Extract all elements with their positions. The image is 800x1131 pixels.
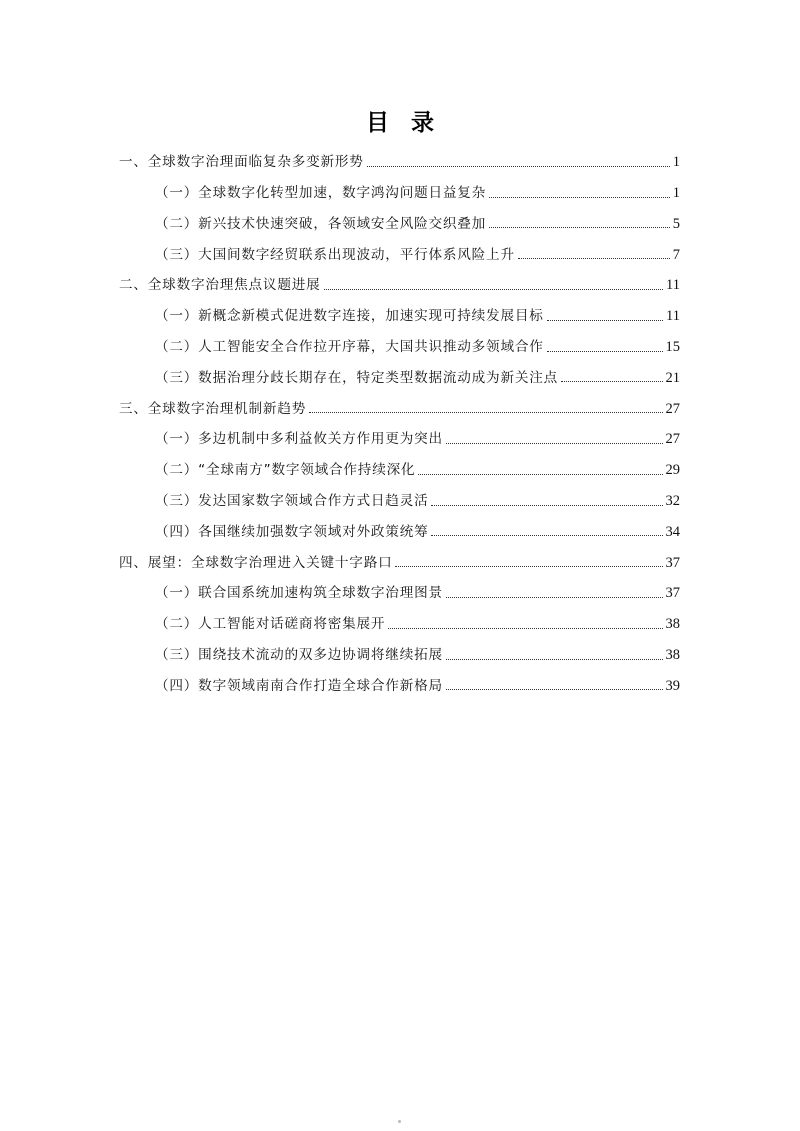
dot-leader — [395, 566, 662, 567]
toc-entry-label: （三）围绕技术流动的双多边协调将继续拓展 — [155, 646, 443, 663]
dot-leader — [547, 320, 663, 321]
toc-subsection-entry[interactable] — [119, 666, 680, 697]
toc-subsection-entry[interactable] — [119, 419, 680, 450]
toc-subsection-entry[interactable] — [119, 635, 680, 666]
toc-entry-label: （三）大国间数字经贸联系出现波动，平行体系风险上升 — [155, 246, 515, 263]
dot-leader — [418, 474, 662, 475]
toc-subsection-entry[interactable] — [119, 573, 680, 604]
table-of-contents — [119, 142, 680, 696]
toc-section-entry[interactable] — [119, 265, 680, 296]
toc-entry-label: （四）数字领域南南合作打造全球合作新格局 — [155, 677, 443, 694]
toc-page-number: 15 — [665, 339, 680, 356]
toc-entry-label: （四）各国继续加强数字领域对外政策统筹 — [155, 523, 429, 540]
toc-page-number: 1 — [672, 154, 680, 171]
toc-entry-label: （一）新概念新模式促进数字连接，加速实现可持续发展目标 — [155, 308, 544, 325]
dot-leader — [446, 659, 663, 660]
toc-page-number: 27 — [665, 431, 680, 448]
toc-subsection-entry[interactable] — [119, 450, 680, 481]
toc-entry-label: 一、全球数字治理面临复杂多变新形势 — [119, 154, 364, 171]
toc-page-number: 38 — [665, 616, 680, 633]
toc-subsection-entry[interactable] — [119, 234, 680, 265]
toc-section-entry[interactable] — [119, 542, 680, 573]
toc-entry-label: 四、展望：全球数字治理进入关键十字路口 — [119, 554, 393, 571]
toc-entry-label: （三）数据治理分歧长期存在，特定类型数据流动成为新关注点 — [155, 369, 559, 386]
toc-section-entry[interactable] — [119, 142, 680, 173]
toc-page-number: 5 — [672, 215, 680, 232]
dot-leader — [388, 628, 662, 629]
dot-leader — [431, 505, 662, 506]
dot-leader — [324, 289, 664, 290]
dot-leader — [446, 597, 663, 598]
toc-page-number: 34 — [665, 523, 680, 540]
toc-subsection-entry[interactable] — [119, 481, 680, 512]
toc-subsection-entry[interactable] — [119, 604, 680, 635]
toc-page-number: 32 — [665, 493, 680, 510]
toc-entry-label: （一）多边机制中多利益攸关方作用更为突出 — [155, 431, 443, 448]
toc-page-number: 21 — [665, 369, 680, 386]
footer-mark — [398, 1120, 401, 1123]
toc-page-number: 37 — [665, 554, 680, 571]
dot-leader — [489, 227, 670, 228]
dot-leader — [446, 689, 663, 690]
toc-entry-label: （二）“全球南方”数字领域合作持续深化 — [155, 462, 416, 479]
dot-leader — [309, 412, 662, 413]
toc-page-number: 1 — [672, 185, 680, 202]
toc-entry-label: （一）联合国系统加速构筑全球数字治理图景 — [155, 585, 443, 602]
toc-page-number: 11 — [666, 277, 680, 294]
dot-leader — [518, 258, 670, 259]
toc-page-number: 38 — [665, 647, 680, 664]
toc-entry-label: 二、全球数字治理焦点议题进展 — [119, 277, 321, 294]
toc-entry-label: （一）全球数字化转型加速，数字鸿沟问题日益复杂 — [155, 185, 487, 201]
dot-leader — [561, 381, 662, 382]
toc-title: 目录 — [366, 110, 456, 136]
toc-page-number: 29 — [665, 462, 680, 479]
toc-subsection-entry[interactable] — [119, 327, 680, 358]
toc-subsection-entry[interactable] — [119, 512, 680, 543]
toc-page-number: 11 — [666, 308, 680, 325]
dot-leader — [489, 197, 670, 198]
dot-leader — [547, 351, 663, 352]
dot-leader — [446, 443, 663, 444]
toc-entry-label: （二）人工智能对话磋商将密集展开 — [155, 616, 386, 633]
toc-section-entry[interactable] — [119, 388, 680, 419]
dot-leader — [367, 166, 670, 167]
toc-subsection-entry[interactable] — [119, 173, 680, 204]
toc-page-number: 7 — [672, 246, 680, 263]
toc-subsection-entry[interactable] — [119, 204, 680, 235]
toc-page-number: 37 — [665, 585, 680, 602]
toc-subsection-entry[interactable] — [119, 358, 680, 389]
toc-entry-label: （三）发达国家数字领域合作方式日趋灵活 — [155, 492, 429, 509]
toc-entry-label: （二）新兴技术快速突破，各领域安全风险交织叠加 — [155, 215, 487, 232]
toc-page-number: 39 — [665, 677, 680, 694]
dot-leader — [431, 535, 662, 536]
toc-entry-label: 三、全球数字治理机制新趋势 — [119, 400, 307, 417]
toc-page-number: 27 — [665, 400, 680, 417]
toc-entry-label: （二）人工智能安全合作拉开序幕，大国共识推动多领域合作 — [155, 338, 544, 355]
toc-subsection-entry[interactable] — [119, 296, 680, 327]
